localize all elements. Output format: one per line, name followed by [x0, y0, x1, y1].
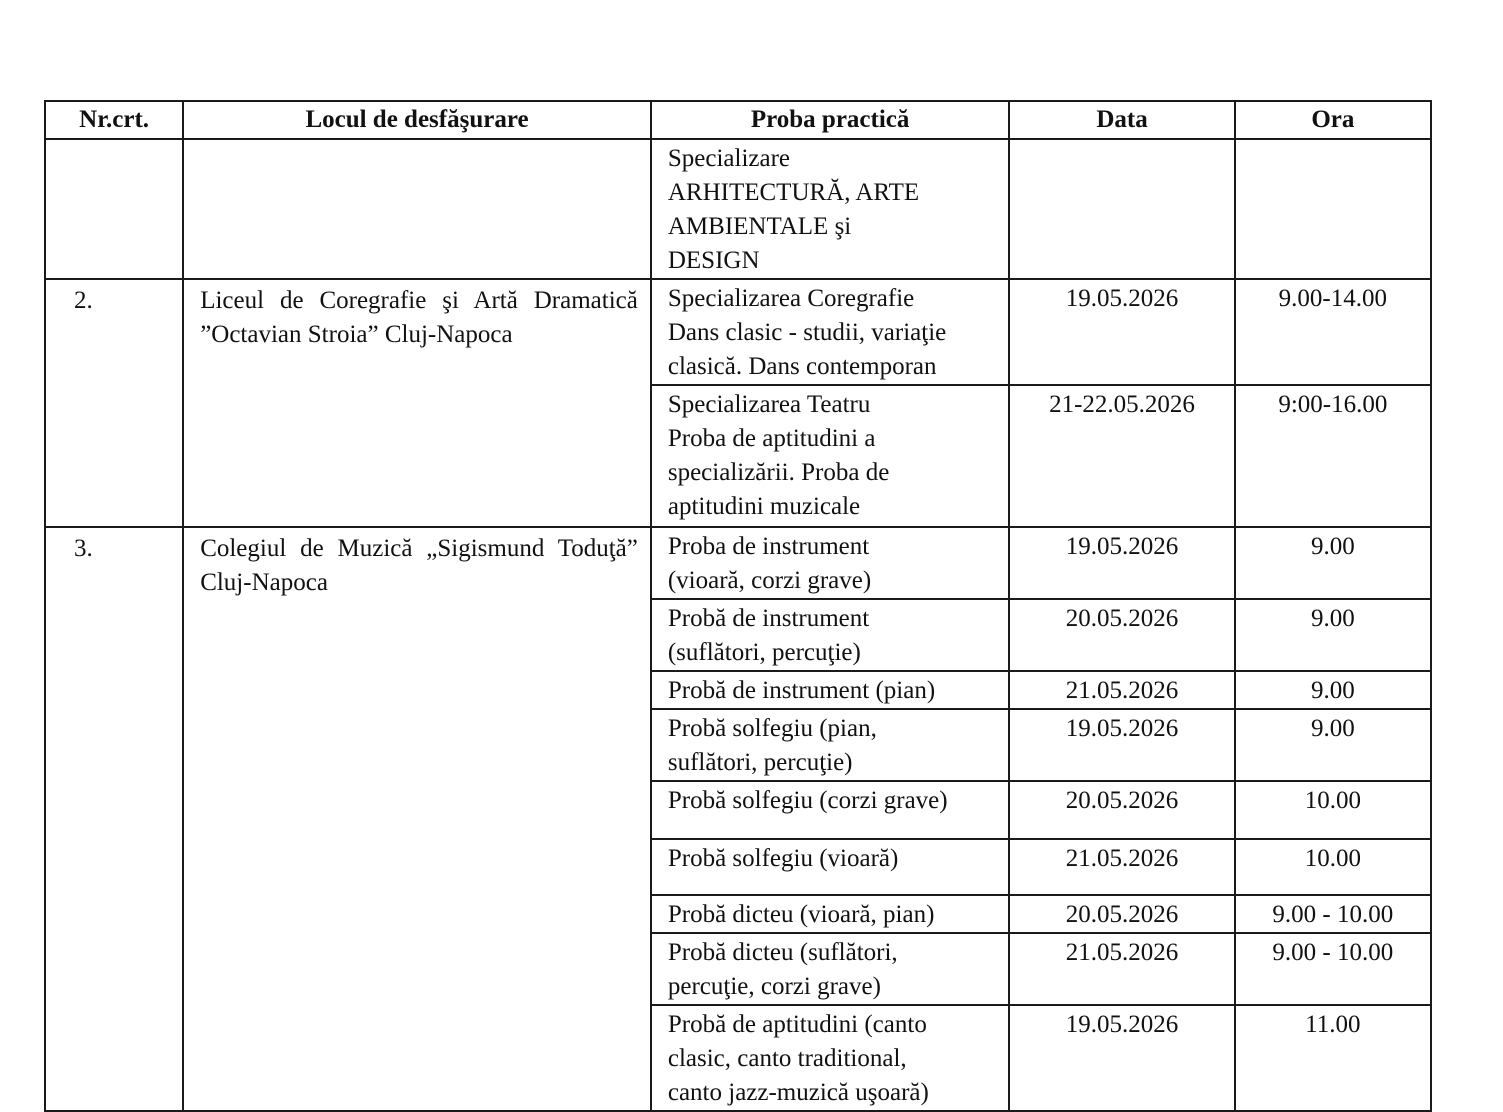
cell-data [1009, 139, 1234, 279]
cell-nr: 3. [45, 527, 183, 1111]
cell-ora: 9.00 [1235, 527, 1431, 599]
header-row [45, 101, 1431, 139]
cell-loc [183, 139, 651, 279]
header-proba: Proba practică [651, 101, 1010, 139]
cell-proba: Probă solfegiu (corzi grave) [651, 781, 1010, 839]
cell-proba: Probă de aptitudini (canto clasic, canto traditional, canto jazz-muzică uşoară) [651, 1005, 1010, 1111]
cell-ora: 9.00 [1235, 671, 1431, 709]
cell-ora: 9.00-14.00 [1235, 279, 1431, 385]
header-data: Data [1009, 101, 1234, 139]
table-row [45, 139, 1431, 279]
cell-proba: Probă dicteu (vioară, pian) [651, 895, 1010, 933]
cell-proba: Probă solfegiu (pian, suflători, percuţie) [651, 709, 1010, 781]
cell-data: 21.05.2026 [1009, 933, 1234, 1005]
cell-data: 21.05.2026 [1009, 671, 1234, 709]
cell-proba: Specializarea Teatru Proba de aptitudini a specializării. Proba de aptitudini muzicale [651, 385, 1010, 527]
cell-proba: Probă de instrument (pian) [651, 671, 1010, 709]
cell-nr [45, 139, 183, 279]
table-row [45, 279, 1431, 385]
cell-proba: Specializare ARHITECTURĂ, ARTE AMBIENTALE şi DESIGN [651, 139, 1010, 279]
cell-ora: 9.00 [1235, 709, 1431, 781]
cell-data: 19.05.2026 [1009, 1005, 1234, 1111]
cell-ora: 9:00-16.00 [1235, 385, 1431, 527]
cell-loc: Colegiul de Muzică „Sigismund Toduţă” Cluj-Napoca [183, 527, 651, 1111]
cell-loc: Liceul de Coregrafie şi Artă Dramatică ”Octavian Stroia” Cluj-Napoca [183, 279, 651, 527]
cell-proba: Proba de instrument (vioară, corzi grave) [651, 527, 1010, 599]
cell-nr: 2. [45, 279, 183, 527]
cell-data: 21.05.2026 [1009, 839, 1234, 895]
cell-ora: 10.00 [1235, 839, 1431, 895]
cell-data: 20.05.2026 [1009, 781, 1234, 839]
cell-data: 20.05.2026 [1009, 599, 1234, 671]
cell-ora: 11.00 [1235, 1005, 1431, 1111]
cell-data: 19.05.2026 [1009, 709, 1234, 781]
cell-proba: Probă de instrument (suflători, percuţie) [651, 599, 1010, 671]
schedule-table [44, 100, 1432, 1112]
cell-ora: 9.00 - 10.00 [1235, 895, 1431, 933]
cell-data: 21-22.05.2026 [1009, 385, 1234, 527]
cell-ora: 10.00 [1235, 781, 1431, 839]
header-loc: Locul de desfăşurare [183, 101, 651, 139]
cell-ora [1235, 139, 1431, 279]
cell-ora: 9.00 - 10.00 [1235, 933, 1431, 1005]
cell-data: 20.05.2026 [1009, 895, 1234, 933]
cell-data: 19.05.2026 [1009, 527, 1234, 599]
cell-proba: Probă solfegiu (vioară) [651, 839, 1010, 895]
header-ora: Ora [1235, 101, 1431, 139]
header-nr: Nr.crt. [45, 101, 183, 139]
cell-ora: 9.00 [1235, 599, 1431, 671]
cell-proba: Specializarea Coregrafie Dans clasic - studii, variaţie clasică. Dans contemporan [651, 279, 1010, 385]
cell-data: 19.05.2026 [1009, 279, 1234, 385]
table-row [45, 527, 1431, 599]
cell-proba: Probă dicteu (suflători, percuţie, corzi grave) [651, 933, 1010, 1005]
